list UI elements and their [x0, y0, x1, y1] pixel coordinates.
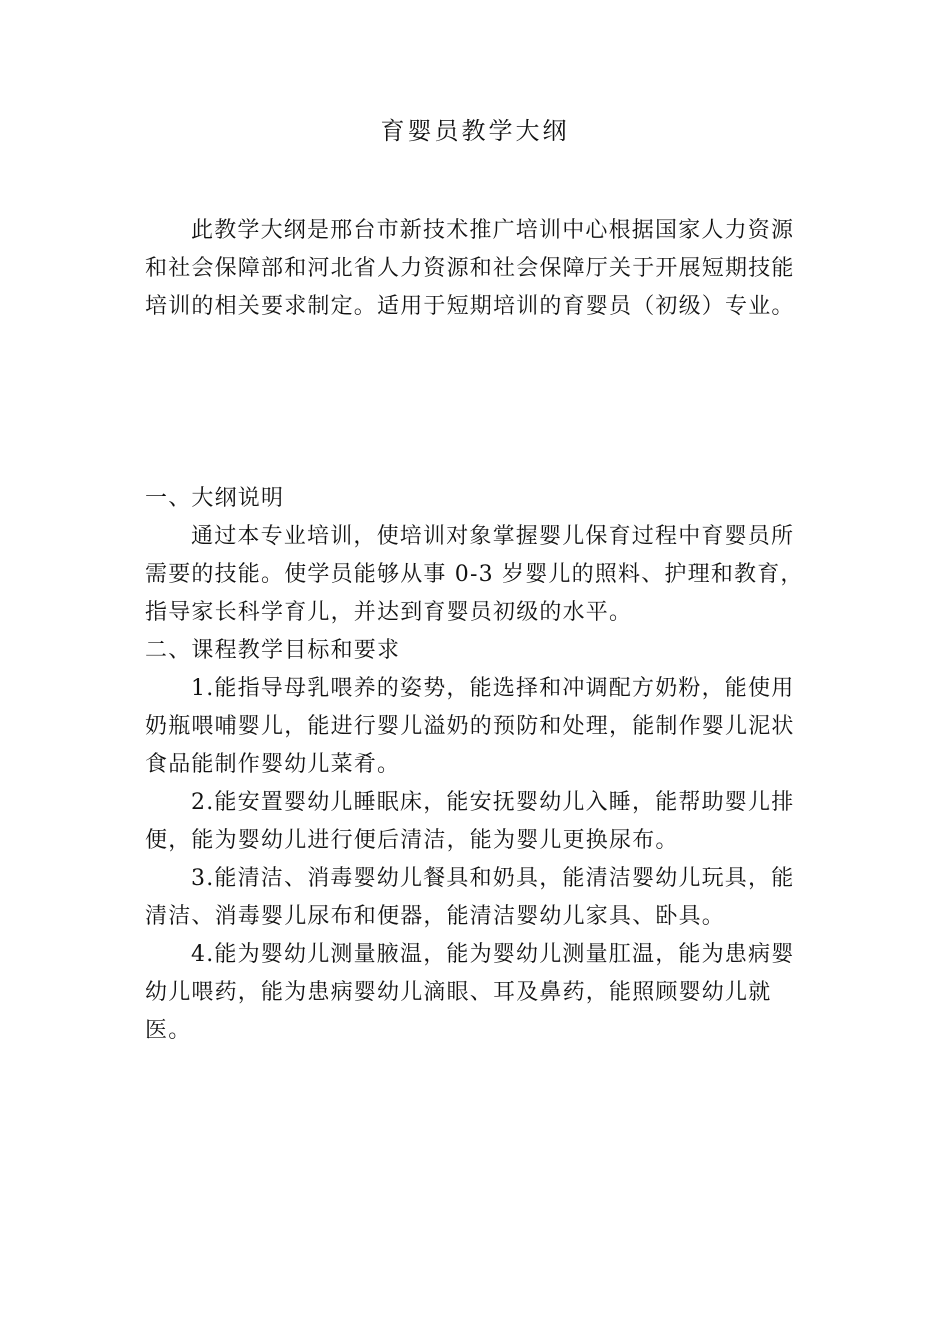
section-paragraph: 通过本专业培训，使培训对象掌握婴儿保育过程中育婴员所需要的技能。使学员能够从事 0-3 岁婴儿的照料、护理和教育，指导家长科学育儿，并达到育婴员初级的水平。: [145, 524, 804, 625]
section-heading: 一、大纲说明: [145, 486, 285, 511]
goal-item-4: 4.能为婴幼儿测量腋温，能为婴幼儿测量肛温，能为患病婴幼儿喂药，能为患病婴幼儿滴眼、耳及鼻药，能照顾婴幼儿就医。: [145, 942, 795, 1043]
goal-item-2: 2.能安置婴幼儿睡眠床，能安抚婴幼儿入睡，能帮助婴儿排便，能为婴幼儿进行便后清洁，能为婴儿更换尿布。: [145, 790, 795, 853]
goal-item-3: 3.能清洁、消毒婴幼儿餐具和奶具，能清洁婴幼儿玩具，能清洁、消毒婴儿尿布和便器，能清洁婴幼儿家具、卧具。: [145, 866, 795, 929]
intro-section: [145, 212, 807, 326]
section-outline-description: [145, 480, 807, 632]
intro-paragraph: 此教学大纲是邢台市新技术推广培训中心根据国家人力资源和社会保障部和河北省人力资源和社会保障厅关于开展短期技能培训的相关要求制定。适用于短期培训的育婴员（初级）专业。: [145, 218, 795, 319]
section-heading: 二、课程教学目标和要求: [145, 638, 401, 663]
outline-body: [145, 480, 807, 1050]
goal-item-1: 1.能指导母乳喂养的姿势，能选择和冲调配方奶粉，能使用奶瓶喂哺婴儿，能进行婴儿溢奶的预防和处理，能制作婴儿泥状食品能制作婴幼儿菜肴。: [145, 676, 795, 777]
document-title: 育婴员教学大纲: [380, 117, 570, 145]
section-course-goals: [145, 632, 807, 1050]
